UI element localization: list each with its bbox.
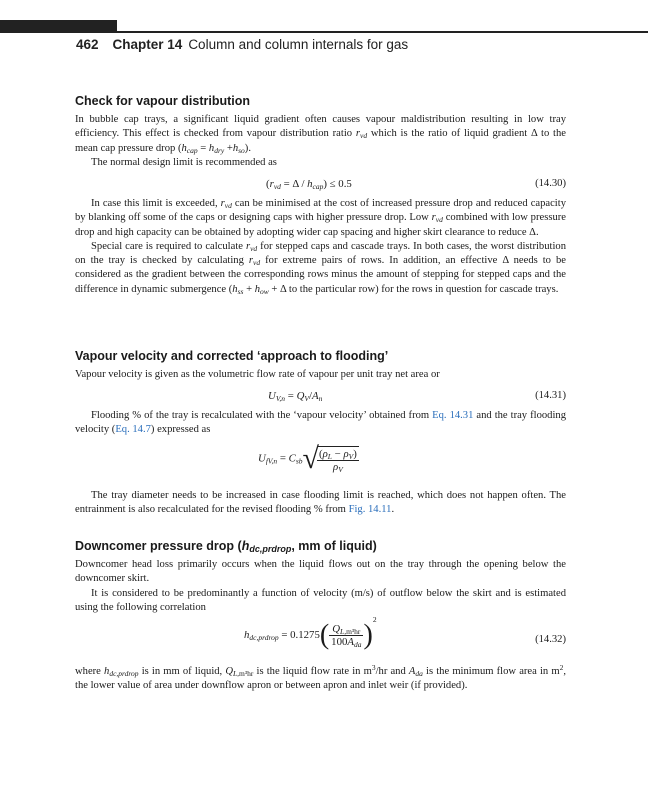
equation-number: (14.30): [535, 178, 566, 189]
paragraph: In case this limit is exceeded, $r_{vd}$ can be minimised at the cost of increased pressure drop and reduced capacity by blanking off some of the caps or designing caps with higher pressure drop. Low $r_{vd}$ combined with low pressure drop and high capacity can be obtained by adopting wider cap spacing and higher skirt clearance to reduce Δ.: [75, 198, 566, 238]
page-number: 462: [76, 37, 99, 52]
section1-body-2: [75, 197, 566, 297]
equation-number: (14.32): [535, 634, 566, 645]
section2-body: [75, 368, 566, 382]
equation-flooding-velocity: $U_{fV,n} = C_{sb}√$ $\frac{(\rho_L - \rho_V)}{\rho_V}$: [258, 442, 357, 475]
paragraph: The normal design limit is recommended as: [91, 156, 277, 168]
paragraph: Vapour velocity is given as the volumetric flow rate of vapour per unit tray net area or: [75, 369, 440, 380]
figure-link[interactable]: Fig. 14.11: [348, 504, 392, 516]
section-heading-downcomer: Downcomer pressure drop ($h_{dc,prdrop}$, mm of liquid): [75, 539, 377, 554]
section-heading-vapour-distribution: Check for vapour distribution: [75, 94, 251, 108]
section3-body: [75, 558, 566, 615]
running-header: [76, 37, 408, 52]
section-heading-vapour-velocity: Vapour velocity and corrected ‘approach to flooding’: [75, 349, 389, 363]
section3-body-2: [75, 665, 566, 694]
paragraph: It is considered to be predominantly a function of velocity (m/s) of outflow below the skirt and is estimated using the following correlation: [75, 587, 566, 613]
paragraph: The tray diameter needs to be increased in case flooding limit is reached, which does not happen often. The entrainment is also recalculated for the revised flooding % from Fig. 14.11.: [75, 490, 566, 516]
paragraph: where $h_{dc,prdrop}$ is in mm of liquid, $Q_{L,m^3hr}$ is the liquid flow rate in $m^3/hr$ and $A_{da}$ is the minimum flow area in $m^2$, the lower value of area under downflow apron or between apron and inlet weir (if provided).: [75, 663, 566, 692]
paragraph: In bubble cap trays, a significant liquid gradient often causes vapour maldistribution resulting in low tray efficiency. This effect is checked from vapour distribution ratio $r_{vd}$ which is the ratio of liquid gradient Δ to the mean cap pressure drop $(h_{cap} = h_{dry} +h_{so})$.: [75, 114, 566, 155]
equation-14-31: $U_{V,n} = Q_V/A_n$: [268, 390, 323, 403]
chapter-label: Chapter 14: [112, 37, 183, 52]
section2-body-2: [75, 409, 566, 438]
section2-body-3: [75, 489, 566, 518]
section1-body: [75, 113, 566, 170]
paragraph: Flooding % of the tray is recalculated with the ‘vapour velocity’ obtained from Eq. 14.31 and the tray flooding velocity (Eq. 14.7) expressed as: [75, 410, 566, 436]
header-rule: [117, 31, 648, 33]
header-bar: [0, 20, 117, 33]
paragraph: Downcomer head loss primarily occurs when the liquid flows out on the tray through the opening below the downcomer skirt.: [75, 559, 566, 585]
equation-link[interactable]: Eq. 14.7: [115, 424, 151, 436]
equation-14-30: $(r_{vd} = \Delta / h_{cap}) \le 0.5$: [266, 178, 352, 191]
chapter-title: Column and column internals for gas: [188, 37, 409, 52]
paragraph: Special care is required to calculate $r_{vd}$ for stepped caps and cascade trays. In both cases, the worst distribution on the tray is checked by calculating $r_{vd}$ for extreme pairs of rows. In addition, an effective Δ needs to be considered as the gradient between the corresponding rows minus the amount of stepping for stepped caps and the difference in dynamic submergence ($h_{ss} + h_{ow} + \Delta$ to the particular row) for the rows in question for cascade trays.: [75, 240, 566, 296]
equation-14-32: $h_{dc,prdrop} = 0.1275$( $\frac{Q_{L,m^3hr}}{100A_{da}}$ )$^2$: [244, 615, 377, 651]
equation-number: (14.31): [535, 390, 566, 401]
equation-link[interactable]: Eq. 14.31: [432, 410, 474, 421]
